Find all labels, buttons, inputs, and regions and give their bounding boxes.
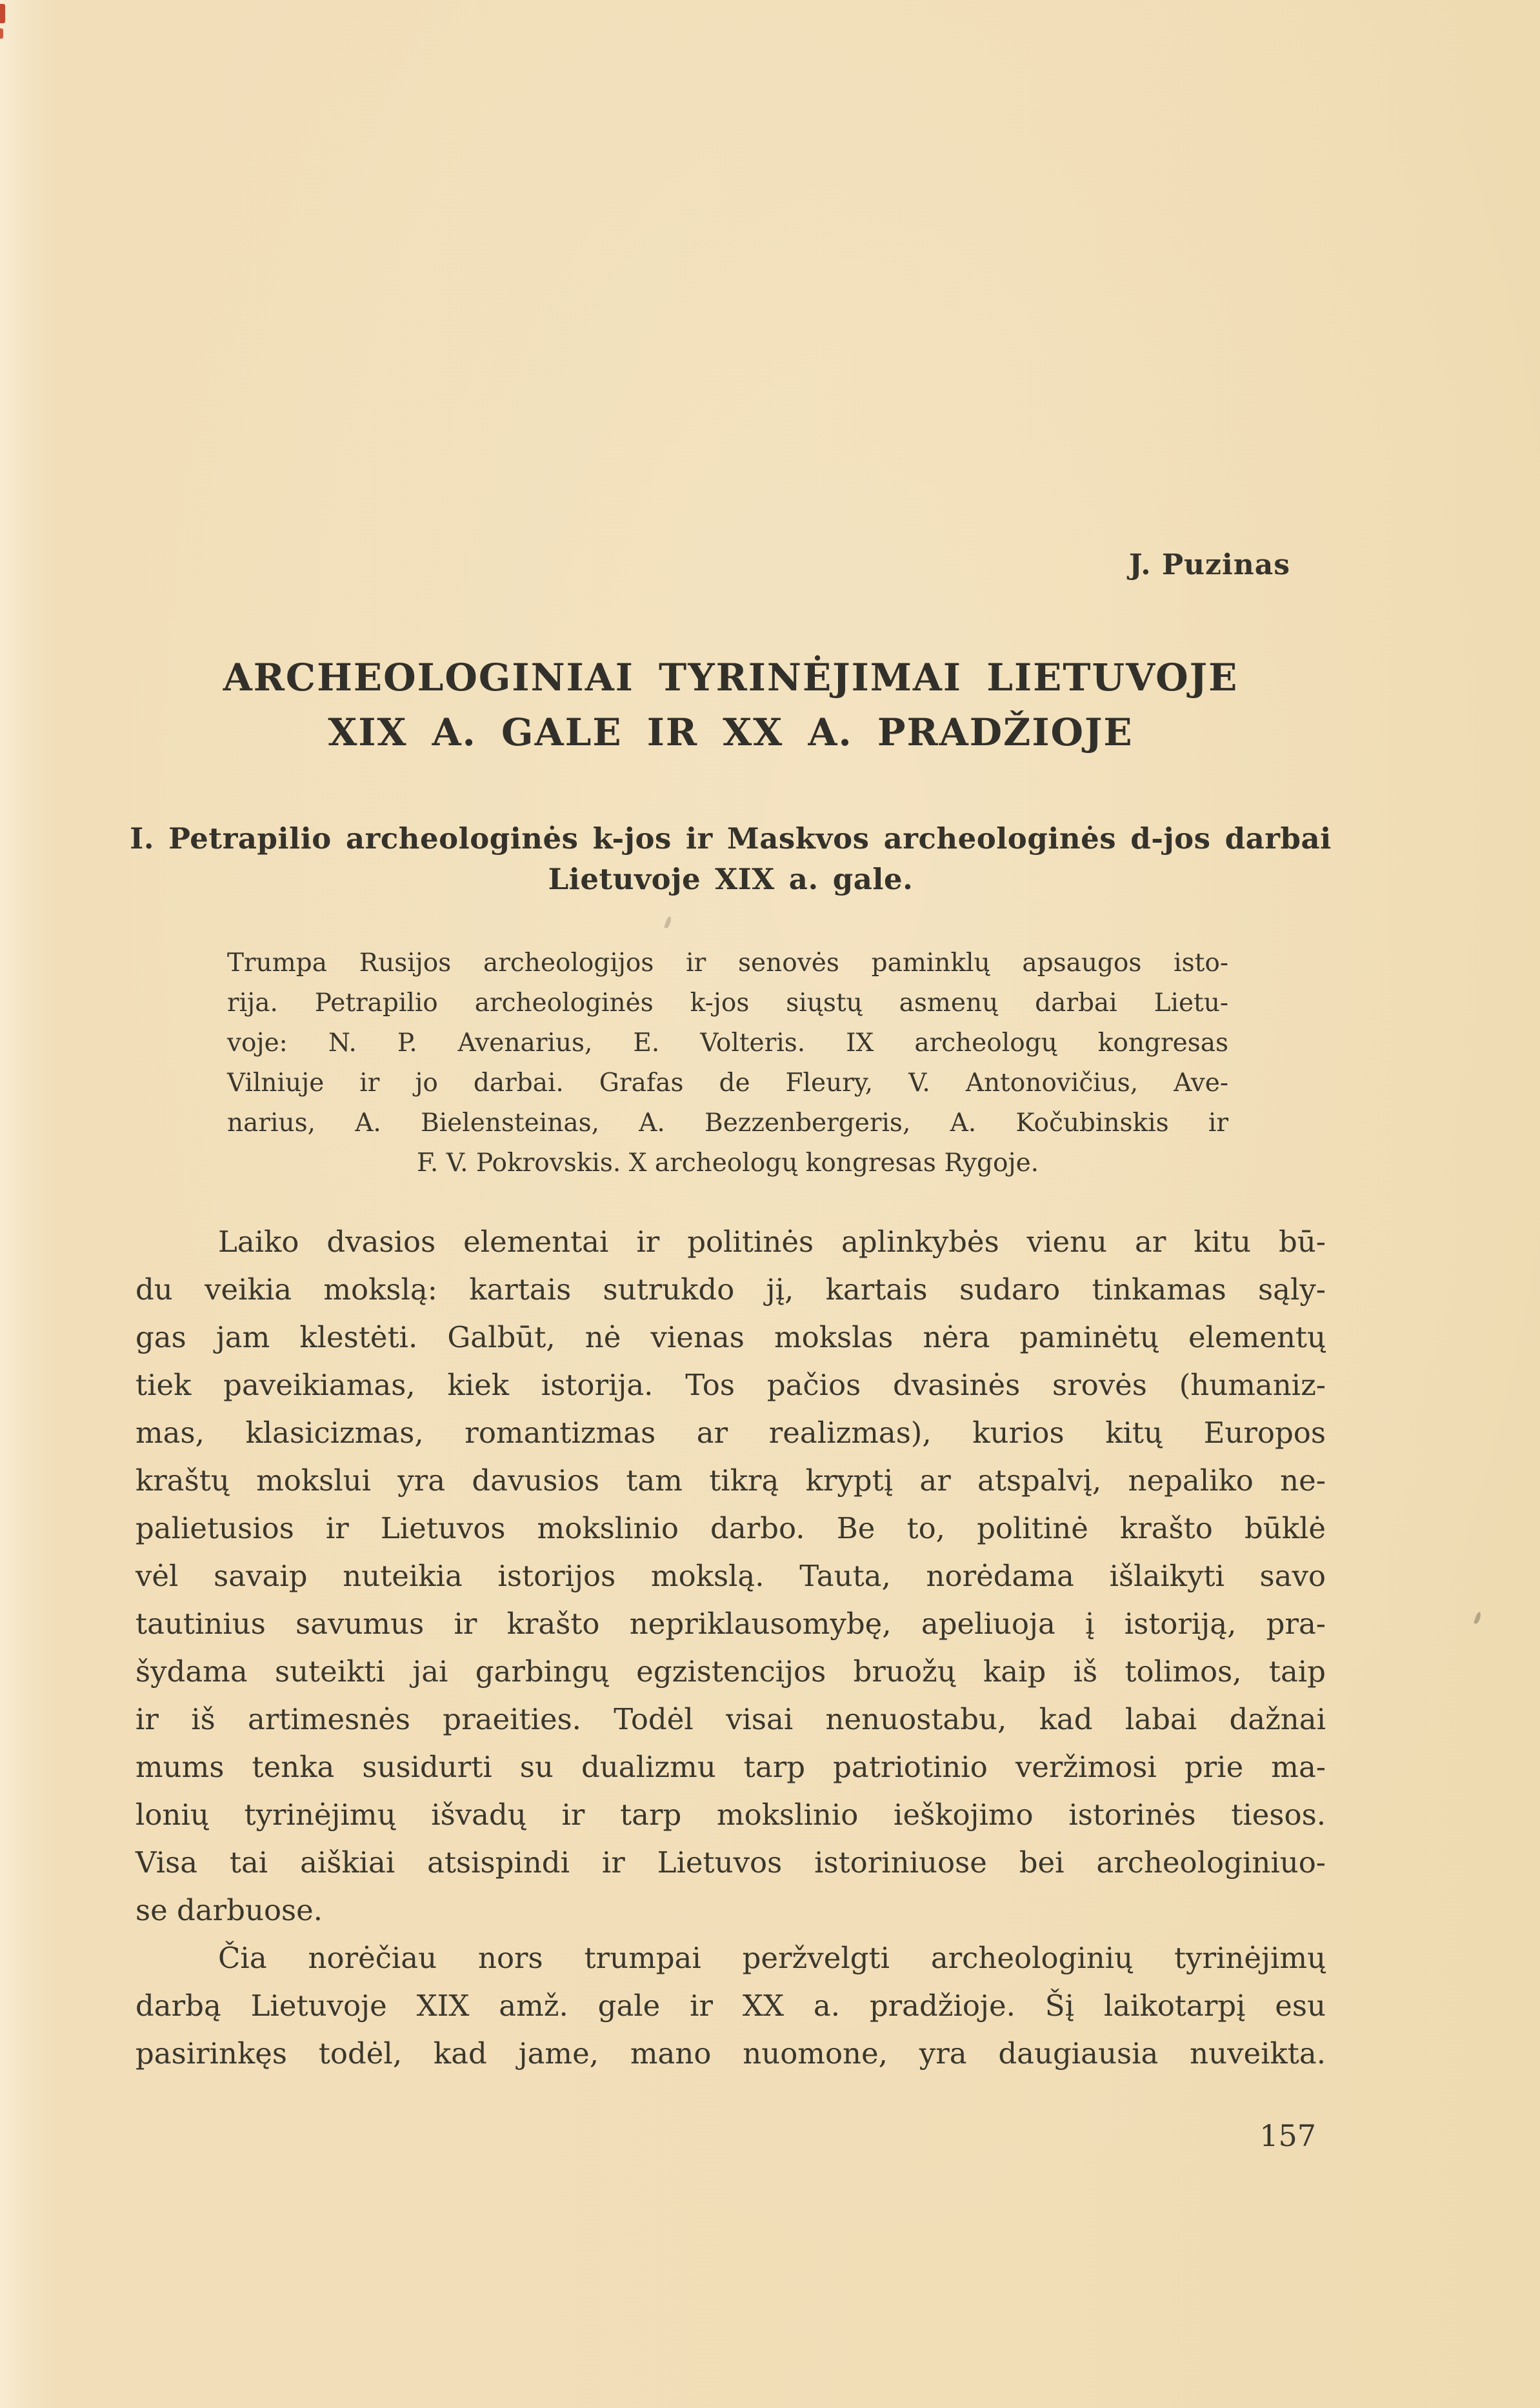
- section-heading: [119, 818, 1342, 899]
- body-text-line: gas jam klestėti. Galbūt, nė vienas mokslas nėra paminėtų elementų: [135, 1320, 1326, 1354]
- body-text-line: Laiko dvasios elementai ir politinės aplinkybės vienu ar kitu bū-: [218, 1225, 1326, 1259]
- body-text-line: ir iš artimesnės praeities. Todėl visai nenuostabu, kad labai dažnai: [135, 1702, 1326, 1736]
- body-text-line: darbą Lietuvoje XIX amž. gale ir XX a. pradžioje. Šį laikotarpį esu: [135, 1989, 1326, 2023]
- abstract-line: narius, A. Bielensteinas, A. Bezzenbergeris, A. Kočubinskis ir: [227, 1109, 1228, 1138]
- body-text-line: tiek paveikiamas, kiek istorija. Tos pačios dvasinės srovės (humaniz-: [135, 1368, 1326, 1402]
- body-text-line: šydama suteikti jai garbingų egzistencijos bruožų kaip iš tolimos, taip: [135, 1654, 1326, 1689]
- body-text-line: mas, klasicizmas, romantizmas ar realizmas), kurios kitų Europos: [135, 1416, 1326, 1450]
- body-text-line: vėl savaip nuteikia istorijos mokslą. Tauta, norėdama išlaikyti savo: [135, 1559, 1326, 1593]
- text-column: [130, 0, 1332, 2408]
- abstract-line: Vilniuje ir jo darbai. Grafas de Fleury, V. Antonovičius, Ave-: [227, 1069, 1228, 1098]
- page-number: 157: [1259, 2118, 1316, 2153]
- abstract-line: rija. Petrapilio archeologinės k-jos siųstų asmenų darbai Lietu-: [227, 988, 1228, 1018]
- abstract-block: [227, 943, 1228, 1183]
- body-text-line: mums tenka susidurti su dualizmu tarp patriotinio veržimosi prie ma-: [135, 1750, 1326, 1784]
- author-byline: J. Puzinas: [1128, 548, 1290, 581]
- abstract-line: F. V. Pokrovskis. X archeologų kongresas Rygoje.: [416, 1149, 1039, 1178]
- body-text-line: palietusios ir Lietuvos mokslinio darbo. Be to, politinė krašto būklė: [135, 1511, 1326, 1545]
- article-title-line1: ARCHEOLOGINIAI TYRINĖJIMAI LIETUVOJE: [223, 656, 1239, 699]
- body-text-line: se darbuose.: [135, 1893, 323, 1927]
- article-title-line2: XIX A. GALE IR XX A. PRADŽIOJE: [328, 710, 1134, 754]
- article-title: [135, 650, 1326, 760]
- section-heading-line1: I. Petrapilio archeologinės k-jos ir Maskvos archeologinės d-jos darbai: [130, 821, 1332, 856]
- body-text-line: lonių tyrinėjimų išvadų ir tarp mokslinio ieškojimo istorinės tiesos.: [135, 1798, 1326, 1832]
- red-edge-mark: [0, 4, 5, 23]
- red-edge-mark-small: [0, 28, 3, 39]
- body-text-line: tautinius savumus ir krašto nepriklausomybę, apeliuoja į istoriją, pra-: [135, 1607, 1326, 1641]
- body-text-line: kraštų mokslui yra davusios tam tikrą kryptį ar atspalvį, nepaliko ne-: [135, 1463, 1326, 1498]
- body-text-line: du veikia mokslą: kartais sutrukdo jį, kartais sudaro tinkamas sąly-: [135, 1272, 1326, 1307]
- body-text-line: Čia norėčiau nors trumpai peržvelgti archeologinių tyrinėjimų: [218, 1941, 1326, 1975]
- section-heading-line2: Lietuvoje XIX a. gale.: [548, 862, 914, 896]
- body-text-block: [135, 1218, 1326, 2078]
- body-text-line: Visa tai aiškiai atsispindi ir Lietuvos istoriniuose bei archeologiniuo-: [135, 1845, 1326, 1880]
- abstract-line: Trumpa Rusijos archeologijos ir senovės paminklų apsaugos isto-: [227, 948, 1228, 978]
- print-speck: [1474, 1611, 1482, 1624]
- body-text-line: pasirinkęs todėl, kad jame, mano nuomone, yra daugiausia nuveikta.: [135, 2036, 1326, 2071]
- abstract-line: voje: N. P. Avenarius, E. Volteris. IX archeologų kongresas: [227, 1028, 1228, 1058]
